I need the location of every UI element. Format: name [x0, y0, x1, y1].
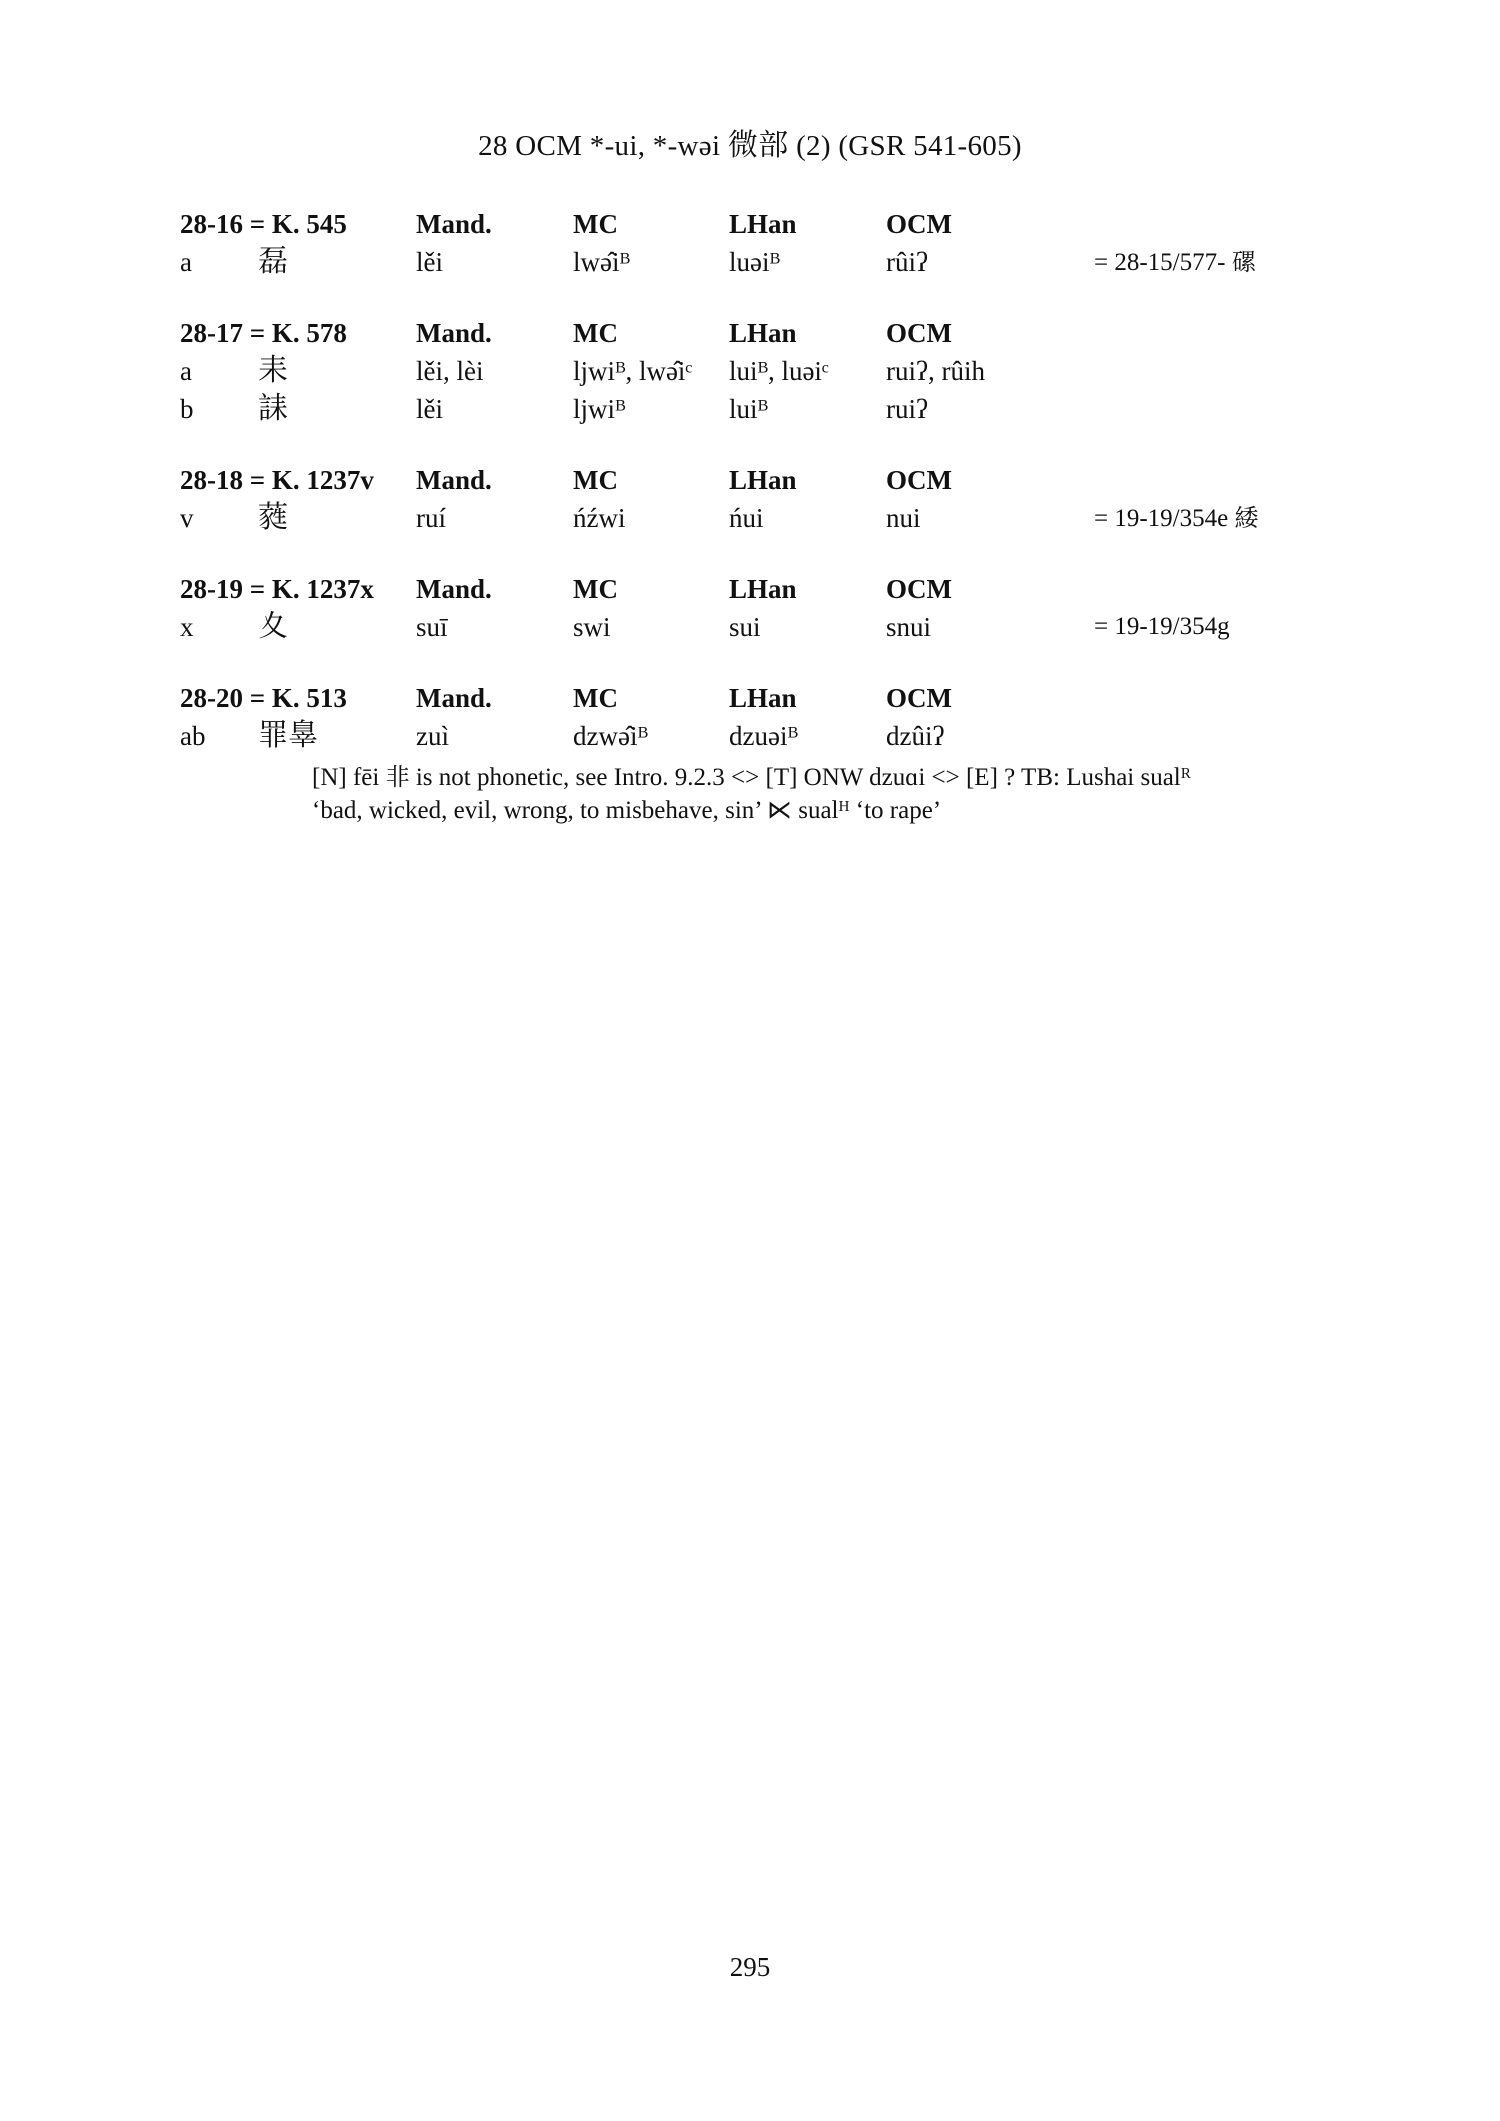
col-lhan: LHan	[729, 318, 797, 348]
col-mand: Mand.	[416, 318, 492, 348]
row-crossref	[1094, 608, 1230, 646]
row-character: 罪辠	[258, 718, 318, 753]
entry-row	[180, 608, 1360, 646]
row-letter: v	[180, 503, 194, 533]
row-mand: suī	[416, 612, 448, 642]
row-mc: ńźwi	[573, 503, 626, 533]
entry-header	[180, 205, 1360, 243]
entry-28-16	[180, 205, 1360, 281]
header-suffix: (2) (GSR 541-605)	[796, 130, 1022, 162]
row-letter: a	[180, 247, 192, 277]
col-ocm: OCM	[886, 209, 952, 239]
crossref-character: 磥	[1231, 248, 1256, 276]
row-mand: zuì	[416, 721, 449, 751]
row-mand: ruí	[416, 503, 446, 533]
header-prefix: 28 OCM *-ui, *-wəi	[478, 130, 721, 162]
row-mc: swi	[573, 612, 611, 642]
entry-id: 28-18 = K. 1237v	[180, 465, 374, 495]
row-character: 蕤	[258, 500, 288, 535]
col-mc: MC	[573, 683, 618, 713]
page-number: 295	[729, 1952, 771, 1982]
row-character: 磊	[258, 244, 288, 279]
col-lhan: LHan	[729, 209, 797, 239]
row-lhan: luiᴮ, luəiᶜ	[729, 356, 829, 386]
row-mc: ljwiᴮ, lwə̂iᶜ	[573, 356, 693, 386]
row-lhan: luiᴮ	[729, 394, 768, 424]
row-ocm: dzûiʔ	[886, 721, 945, 751]
row-crossref	[1094, 499, 1258, 538]
col-lhan: LHan	[729, 465, 797, 495]
row-mc: lwə̂iᴮ	[573, 247, 630, 277]
row-ocm: nui	[886, 503, 921, 533]
entry-28-17	[180, 314, 1360, 428]
col-mand: Mand.	[416, 574, 492, 604]
row-lhan: luəiᴮ	[729, 247, 780, 277]
crossref-text: = 19-19/354e	[1094, 505, 1229, 532]
row-mand: lěi	[416, 247, 443, 277]
entry-row	[180, 499, 1360, 537]
row-ocm: rûiʔ	[886, 247, 928, 277]
row-letter: b	[180, 394, 194, 424]
running-header	[0, 120, 1500, 164]
entry-id: 28-19 = K. 1237x	[180, 574, 374, 604]
crossref-text: = 28-15/577-	[1094, 249, 1226, 276]
col-ocm: OCM	[886, 318, 952, 348]
crossref-text: = 19-19/354g	[1094, 613, 1230, 640]
row-character: 耒	[258, 353, 288, 388]
row-letter: a	[180, 356, 192, 386]
entry-row	[180, 717, 1360, 755]
row-lhan: sui	[729, 612, 761, 642]
entry-note	[312, 761, 1312, 827]
entry-header	[180, 679, 1360, 717]
row-ocm: ruiʔ, rûih	[886, 356, 985, 386]
entries-list	[180, 205, 1360, 860]
entry-row	[180, 243, 1360, 281]
note-hanzi: 非	[385, 763, 410, 791]
col-mand: Mand.	[416, 465, 492, 495]
col-mc: MC	[573, 574, 618, 604]
entry-header	[180, 570, 1360, 608]
entry-header	[180, 314, 1360, 352]
row-lhan: dzuəiᴮ	[729, 721, 798, 751]
crossref-character: 緌	[1234, 504, 1259, 532]
note-line-1	[312, 761, 1312, 794]
row-character: 誄	[258, 391, 288, 426]
row-letter: ab	[180, 721, 206, 751]
entry-row	[180, 352, 1360, 390]
note-line-2: ‘bad, wicked, evil, wrong, to misbehave, sin’ ⋉ sualᴴ ‘to rape’	[312, 797, 942, 824]
col-lhan: LHan	[729, 683, 797, 713]
col-ocm: OCM	[886, 683, 952, 713]
col-mand: Mand.	[416, 683, 492, 713]
col-mc: MC	[573, 465, 618, 495]
col-ocm: OCM	[886, 574, 952, 604]
row-mc: dzwə̂iᴮ	[573, 721, 648, 751]
entry-id: 28-16 = K. 545	[180, 209, 347, 239]
entry-header	[180, 461, 1360, 499]
col-mc: MC	[573, 209, 618, 239]
col-lhan: LHan	[729, 574, 797, 604]
col-ocm: OCM	[886, 465, 952, 495]
row-ocm: ruiʔ	[886, 394, 928, 424]
row-character: 夊	[258, 609, 288, 644]
row-mand: lěi	[416, 394, 443, 424]
row-letter: x	[180, 612, 194, 642]
header-hanzi: 微部	[727, 128, 789, 163]
entry-28-19	[180, 570, 1360, 646]
row-ocm: snui	[886, 612, 932, 642]
row-lhan: ńui	[729, 503, 764, 533]
entry-28-20	[180, 679, 1360, 827]
note-text: [N] fēi	[312, 764, 386, 791]
note-text: is not phonetic, see Intro. 9.2.3 <> [T] ONW dzuɑi <> [E] ? TB: Lushai sualᴿ	[409, 764, 1191, 791]
row-mand: lěi, lèi	[416, 356, 484, 386]
entry-row	[180, 390, 1360, 428]
row-crossref	[1094, 243, 1256, 282]
col-mc: MC	[573, 318, 618, 348]
entry-id: 28-17 = K. 578	[180, 318, 347, 348]
entry-id: 28-20 = K. 513	[180, 683, 347, 713]
entry-28-18	[180, 461, 1360, 537]
row-mc: ljwiᴮ	[573, 394, 626, 424]
col-mand: Mand.	[416, 209, 492, 239]
